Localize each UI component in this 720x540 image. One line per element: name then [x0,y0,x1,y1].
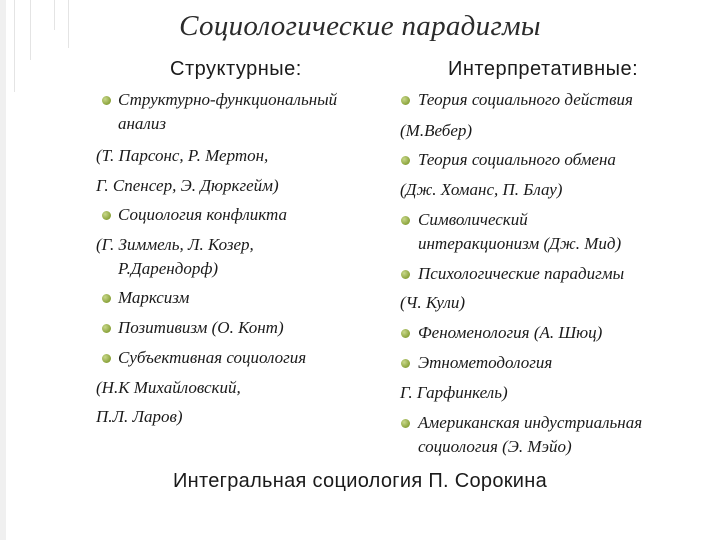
bullet-icon [102,211,111,220]
list-item-continuation: социология (Э. Мэйо) [418,437,572,456]
list-item-continuation: Р.Дарендорф) [118,259,219,278]
list-item: Позитивизм (О. Конт) [118,318,284,337]
list-item: Психологические парадигмы [418,264,625,283]
bullet-icon [401,156,410,165]
list-item-continuation: (Ч. Кули) [400,293,466,312]
list-item-continuation: интеракционизм (Дж. Мид) [418,234,622,253]
bullet-icon [102,294,111,303]
list-item-continuation: (Г. Зиммель, Л. Козер, [96,235,254,254]
list-item: Социология конфликта [118,205,287,224]
list-item: Структурно-функциональный [118,90,338,109]
bullet-icon [401,359,410,368]
list-item: Символический [418,210,528,229]
column-header-structural: Структурные: [170,58,302,80]
list-item-continuation: Г. Спенсер, Э. Дюркгейм) [96,176,279,195]
list-item: Феноменология (А. Шюц) [418,323,603,342]
bullet-icon [401,216,410,225]
slide-title: Социологические парадигмы [179,10,541,42]
bullet-icon [401,329,410,338]
list-item: Американская индустриальная [418,413,643,432]
footer-caption: Интегральная социология П. Сорокина [172,470,548,492]
list-item-continuation: анализ [118,114,166,133]
list-item-continuation: (Т. Парсонс, Р. Мертон, [96,146,269,165]
list-item: Этнометодология [418,353,553,372]
bullet-icon [401,270,410,279]
list-item: Теория социального действия [418,90,633,109]
list-item-continuation: (М.Вебер) [400,121,473,140]
bullet-icon [102,324,111,333]
slide-frame-edge [0,0,6,540]
bullet-icon [102,96,111,105]
list-item-continuation: (Н.К Михайловский, [96,378,241,397]
bullet-icon [401,96,410,105]
list-item: Теория социального обмена [418,150,616,169]
column-header-interpretive: Интерпретативные: [448,58,639,80]
list-item-continuation: (Дж. Хоманс, П. Блау) [400,180,563,199]
list-item-continuation: П.Л. Ларов) [96,407,183,426]
list-item-continuation: Г. Гарфинкель) [400,383,508,402]
bullet-icon [401,419,410,428]
list-item: Субъективная социология [118,348,307,367]
list-item: Марксизм [118,288,190,307]
bullet-icon [102,354,111,363]
